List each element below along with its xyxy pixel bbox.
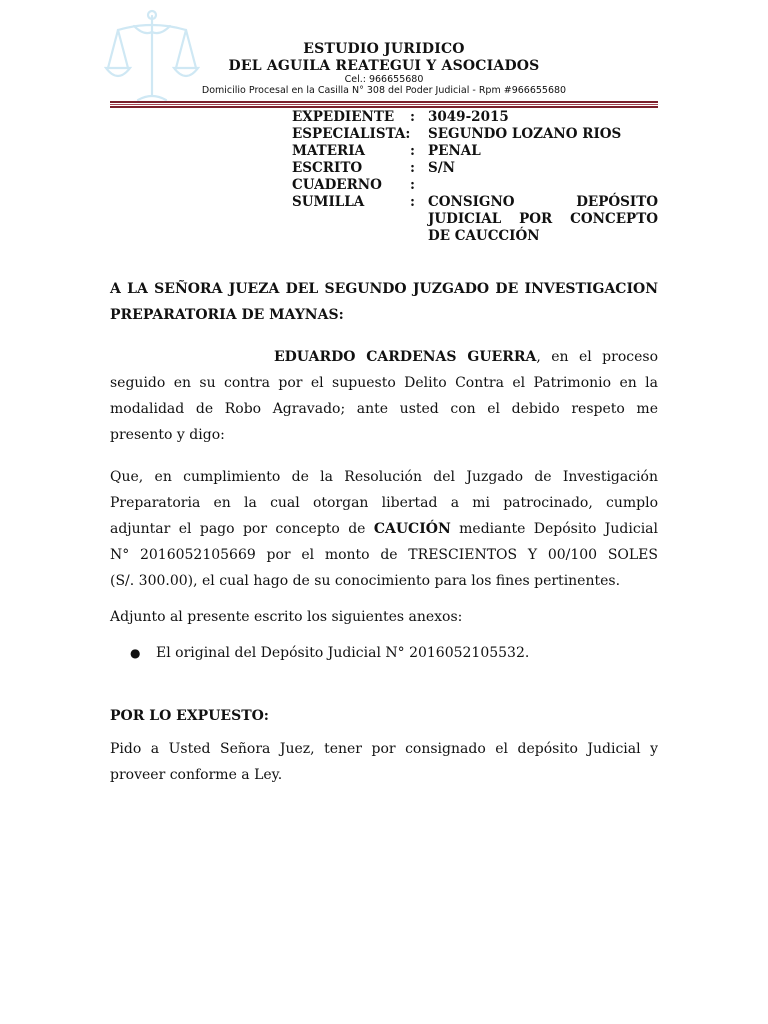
list-item bbox=[130, 640, 658, 666]
meta-value-expediente: 3049-2015 bbox=[428, 109, 509, 125]
meta-row-escrito bbox=[292, 160, 658, 177]
meta-row-materia bbox=[292, 143, 658, 160]
meta-colon: : bbox=[410, 194, 415, 210]
firm-phone: Cel.: 966655680 bbox=[344, 74, 424, 85]
closing-line: Pido a Usted Señora Juez, tener por consignado el depósito Judicial y bbox=[110, 741, 658, 757]
firm-name-line-2: DEL AGUILA REATEGUI Y ASOCIADOS bbox=[228, 58, 540, 74]
header-rule bbox=[110, 106, 658, 108]
firm-address: Domicilio Procesal en la Casilla N° 308 del Poder Judicial - Rpm #966655680 bbox=[201, 85, 567, 96]
meta-row-expediente bbox=[292, 109, 658, 126]
meta-value-escrito: S/N bbox=[428, 160, 456, 176]
firm-name-line-1: ESTUDIO JURIDICO bbox=[303, 41, 465, 57]
closing-paragraph bbox=[110, 736, 658, 788]
meta-row-sumilla bbox=[292, 194, 658, 245]
paragraph-line bbox=[110, 516, 658, 542]
petitioner-name: EDUARDO CARDENAS GUERRA bbox=[274, 349, 537, 365]
meta-colon: : bbox=[410, 177, 415, 193]
paragraph-line: Preparatoria en la cual otorgan libertad a mi patrocinado, cumplo bbox=[110, 495, 658, 511]
section-heading: POR LO EXPUESTO: bbox=[110, 708, 269, 724]
sumilla-line: DE CAUCCIÓN bbox=[428, 228, 540, 244]
intro-line: modalidad de Robo Agravado; ante usted con el debido respeto me bbox=[110, 401, 658, 417]
annex-intro: Adjunto al presente escrito los siguientes anexos: bbox=[110, 609, 463, 625]
bullet-icon: ● bbox=[130, 646, 141, 660]
meta-colon: : bbox=[410, 143, 415, 159]
meta-value-materia: PENAL bbox=[428, 143, 481, 159]
meta-value-especialista: SEGUNDO LOZANO RIOS bbox=[428, 126, 622, 142]
paragraph-text: adjuntar el pago por concepto de bbox=[110, 521, 374, 537]
sumilla-line: JUDICIAL POR CONCEPTO bbox=[428, 211, 658, 227]
sumilla-line: CONSIGNO DEPÓSITO bbox=[428, 194, 658, 210]
meta-row-cuaderno bbox=[292, 177, 658, 194]
meta-label: ESCRITO bbox=[292, 160, 363, 176]
addressee-line: A LA SEÑORA JUEZA DEL SEGUNDO JUZGADO DE INVESTIGACION bbox=[110, 281, 658, 297]
paragraph-line: (S/. 300.00), el cual hago de su conocimiento para los fines pertinentes. bbox=[110, 573, 621, 589]
paragraph-text: mediante Depósito Judicial bbox=[450, 521, 658, 537]
meta-label: ESPECIALISTA: bbox=[292, 126, 411, 142]
meta-label: SUMILLA bbox=[292, 194, 365, 210]
meta-label: MATERIA bbox=[292, 143, 366, 159]
meta-value-sumilla bbox=[428, 194, 658, 245]
paragraph-line: Que, en cumplimiento de la Resolución del Juzgado de Investigación bbox=[110, 469, 658, 485]
meta-row-especialista bbox=[292, 126, 658, 143]
intro-line: presento y digo: bbox=[110, 427, 225, 443]
closing-line: proveer conforme a Ley. bbox=[110, 767, 283, 783]
meta-label: CUADERNO bbox=[292, 177, 382, 193]
header-rule bbox=[110, 104, 658, 105]
intro-text: , en el proceso bbox=[536, 349, 659, 365]
intro-paragraph bbox=[110, 344, 658, 448]
meta-colon: : bbox=[410, 109, 415, 125]
annex-item-text: El original del Depósito Judicial N° 2016052105532. bbox=[156, 645, 530, 661]
case-metadata bbox=[292, 109, 658, 245]
meta-label: EXPEDIENTE bbox=[292, 109, 395, 125]
intro-line: seguido en su contra por el supuesto Delito Contra el Patrimonio en la bbox=[110, 375, 658, 391]
intro-line bbox=[110, 344, 658, 370]
annex-list bbox=[130, 640, 658, 666]
header-rule bbox=[110, 101, 658, 103]
addressee bbox=[110, 276, 658, 328]
paragraph-line: N° 2016052105669 por el monto de TRESCIENTOS Y 00/100 SOLES bbox=[110, 547, 658, 563]
caucion-term: CAUCIÓN bbox=[373, 521, 451, 537]
meta-colon: : bbox=[410, 160, 415, 176]
main-paragraph bbox=[110, 464, 658, 594]
meta-value-cuaderno bbox=[428, 177, 658, 194]
addressee-line: PREPARATORIA DE MAYNAS: bbox=[110, 307, 344, 323]
